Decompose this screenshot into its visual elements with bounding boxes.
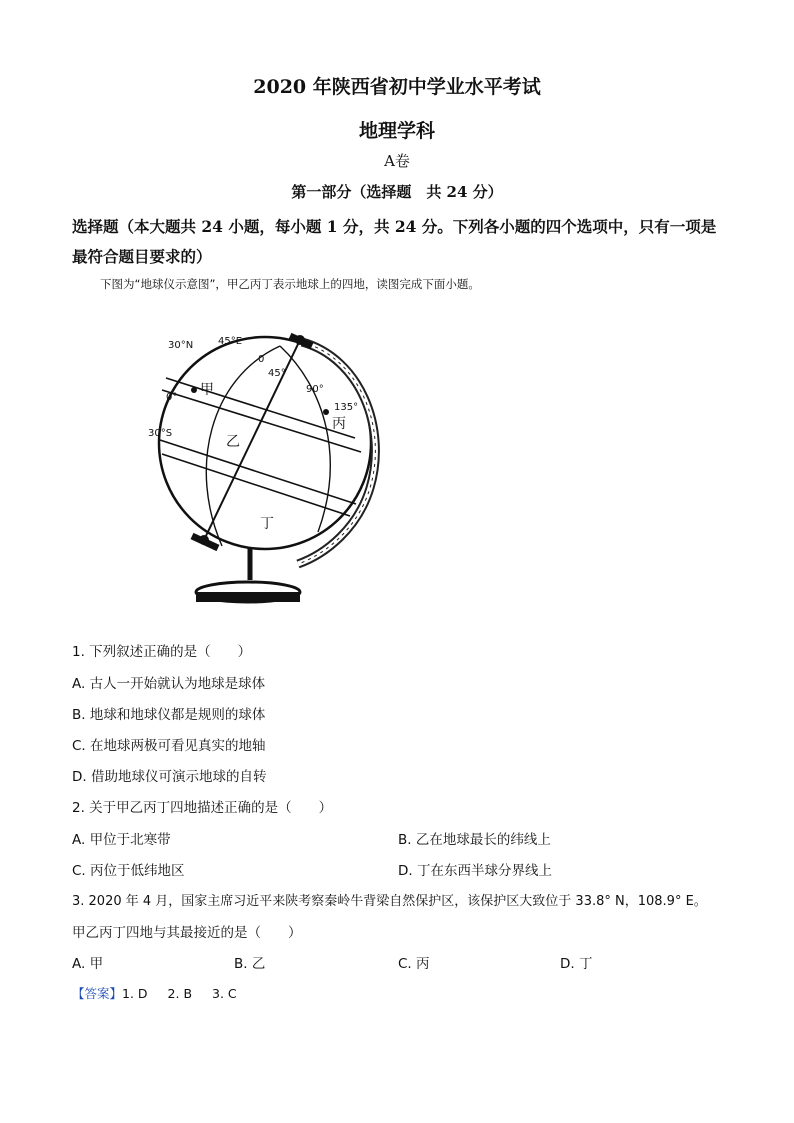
globe-figure [130, 318, 400, 618]
question-3-option-a: A. 甲 [72, 956, 104, 972]
question-2-option-a: A. 甲位于北寒带 [72, 832, 171, 848]
question-3-stem-line2: 甲乙丙丁四地与其最接近的是（ ） [72, 925, 302, 941]
answer-item: 1. D [122, 986, 148, 1001]
volume-label: A卷 [384, 152, 410, 170]
question-1-option-b: B. 地球和地球仪都是规则的球体 [72, 707, 266, 723]
question-2-option-c: C. 丙位于低纬地区 [72, 863, 185, 879]
question-2-option-b: B. 乙在地球最长的纬线上 [398, 832, 551, 848]
answer-label: 【答案】 [72, 986, 123, 1001]
latitude-line [160, 440, 356, 504]
question-1-option-d: D. 借助地球仪可演示地球的自转 [72, 769, 267, 785]
part-heading: 第一部分（选择题 共 24 分） [291, 183, 503, 201]
section-instructions: 选择题（本大题共 24 小题，每小题 1 分，共 24 分。下列各小题的四个选项中，只有一项是最符合题目要求的） [72, 217, 717, 266]
answer-item: 3. C [212, 986, 237, 1001]
label-yi: 乙 [226, 434, 240, 450]
question-2-option-d: D. 丁在东西半球分界线上 [398, 863, 552, 879]
question-1-stem: 1. 下列叙述正确的是（ ） [72, 644, 252, 660]
meridian-curve [280, 346, 330, 532]
question-3-option-b: B. 乙 [234, 956, 266, 972]
label-30s: 30°S [148, 428, 173, 439]
label-45: 45° [268, 368, 286, 379]
label-bing: 丙 [332, 416, 346, 432]
question-3-stem-line1: 3. 2020 年 4 月，国家主席习近平来陕考察秦岭牛背梁自然保护区，该保护区大致位于 33.8° N，108.9° E。 [72, 894, 707, 909]
latitude-line [162, 454, 350, 516]
figure-intro: 下图为“地球仪示意图”，甲乙丙丁表示地球上的四地，读图完成下面小题。 [100, 277, 480, 291]
question-3-option-c: C. 丙 [398, 956, 430, 972]
label-135: 135° [334, 402, 359, 413]
point-bing [323, 409, 329, 415]
label-ding: 丁 [260, 516, 274, 532]
question-2-stem: 2. 关于甲乙丙丁四地描述正确的是（ ） [72, 800, 333, 816]
label-45e: 45°E [218, 336, 243, 347]
question-1-option-c: C. 在地球两极可看见真实的地轴 [72, 738, 266, 754]
label-jia: 甲 [200, 382, 214, 398]
meridian-ring [298, 342, 375, 564]
question-3-option-d: D. 丁 [560, 956, 593, 972]
label-90: 90° [306, 384, 324, 395]
point-jia [191, 387, 197, 393]
label-equator-zero: 0° [166, 392, 178, 403]
exam-title: 2020 年陕西省初中学业水平考试 [253, 76, 541, 98]
label-zero-top: 0 [258, 354, 265, 365]
question-1-option-a: A. 古人一开始就认为地球是球体 [72, 676, 266, 692]
subject-title: 地理学科 [358, 120, 435, 142]
answer-item: 2. B [167, 986, 193, 1001]
answer-line [72, 984, 237, 1002]
label-30n: 30°N [168, 340, 194, 351]
